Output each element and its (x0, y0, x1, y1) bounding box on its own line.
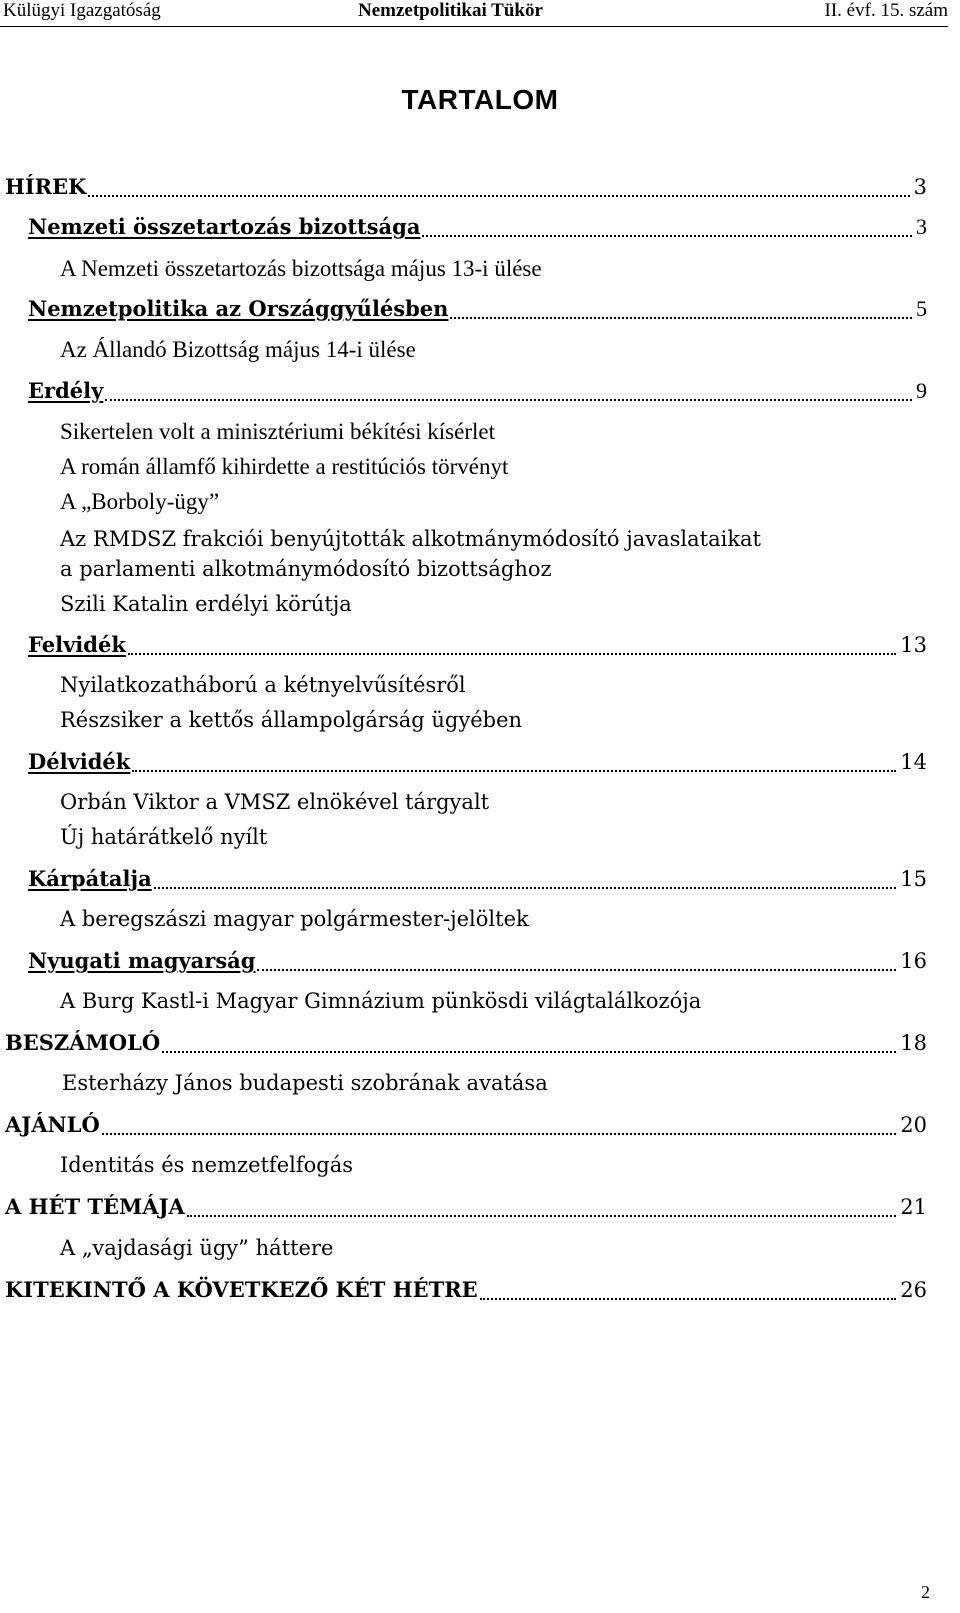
toc-entry-nemzeti-osszetartozas[interactable] (28, 214, 927, 244)
toc-entry-ajanlo[interactable] (5, 1112, 927, 1142)
toc-entry-page: 3 (913, 175, 927, 199)
dot-leader (480, 1298, 897, 1300)
toc-entry-label: KITEKINTŐ A KÖVETKEZŐ KÉT HÉTRE (5, 1277, 478, 1302)
dot-leader (162, 1051, 896, 1053)
toc-entry-label: A HÉT TÉMÁJA (5, 1194, 185, 1219)
dot-leader (88, 195, 909, 197)
dot-leader (154, 887, 897, 889)
toc-entry-delvidek[interactable] (28, 749, 927, 779)
toc-entry-label: Délvidék (28, 749, 131, 774)
toc-subitem: a parlamenti alkotmánymódosító bizottsághoz (60, 557, 552, 581)
toc-entry-page: 20 (900, 1113, 927, 1137)
toc-entry-label: Kárpátalja (28, 866, 152, 891)
toc-subitem: A Nemzeti összetartozás bizottsága május 13-i ülése (60, 256, 542, 281)
toc-entry-label: Nemzetpolitika az Országgyűlésben (28, 296, 449, 321)
dot-leader (128, 653, 896, 655)
toc-entry-page: 3 (916, 214, 927, 239)
header-publisher: Külügyi Igazgatóság (3, 0, 161, 21)
toc-subitem: Részsiker a kettős állampolgárság ügyében (60, 708, 523, 732)
toc-entry-page: 14 (900, 750, 927, 774)
toc-entry-kitekinto[interactable] (5, 1277, 927, 1307)
toc-entry-label: Nyugati magyarság (28, 948, 256, 973)
toc-entry-a-het-temaja[interactable] (5, 1194, 927, 1224)
toc-subitem: A „vajdasági ügy” háttere (60, 1236, 334, 1260)
dot-leader (132, 770, 896, 772)
dot-leader (105, 399, 912, 401)
toc-subitem: Az RMDSZ frakciói benyújtották alkotmánymódosító javaslataikat (60, 527, 761, 551)
toc-entry-hirek[interactable] (5, 174, 927, 204)
toc-entry-page: 15 (900, 867, 927, 891)
page-title: TARTALOM (401, 84, 559, 115)
toc-subitem: A Burg Kastl-i Magyar Gimnázium pünkösdi világtalálkozója (60, 989, 702, 1013)
toc-entry-felvidek[interactable] (28, 632, 927, 662)
toc-entry-page: 5 (916, 296, 927, 321)
toc-entry-page: 21 (900, 1195, 927, 1219)
toc-entry-label: Felvidék (28, 632, 126, 657)
toc-entry-label: Nemzeti összetartozás bizottsága (28, 214, 421, 239)
toc-subitem: Az Állandó Bizottság május 14-i ülése (60, 337, 416, 362)
dot-leader (450, 317, 912, 319)
toc-subitem: Nyilatkozatháború a kétnyelvűsítésről (60, 673, 466, 697)
toc-subitem: Esterházy János budapesti szobrának avatása (62, 1071, 548, 1095)
header-issue: II. évf. 15. szám (824, 0, 948, 21)
toc-subitem: Identitás és nemzetfelfogás (60, 1153, 354, 1177)
toc-entry-page: 18 (900, 1031, 927, 1055)
dot-leader (187, 1215, 896, 1217)
toc-entry-label: BESZÁMOLÓ (5, 1030, 161, 1055)
header-publication-title: Nemzetpolitikai Tükör (358, 0, 543, 21)
running-header (0, 0, 948, 27)
toc-entry-label: AJÁNLÓ (5, 1112, 100, 1137)
toc-entry-erdely[interactable] (28, 378, 927, 408)
toc-entry-page: 16 (900, 949, 927, 973)
toc-subitem: Sikertelen volt a minisztériumi békítési kísérlet (60, 419, 495, 444)
toc-subitem: A román államfő kihirdette a restitúciós törvényt (60, 454, 509, 479)
toc-entry-label: Erdély (28, 378, 104, 403)
dot-leader (422, 235, 912, 237)
toc-entry-orszaggyules[interactable] (28, 296, 927, 326)
toc-entry-nyugati-magyarsag[interactable] (28, 948, 927, 978)
toc-entry-page: 13 (900, 633, 927, 657)
toc-entry-karpatalja[interactable] (28, 866, 927, 896)
toc-entry-page: 9 (916, 378, 927, 403)
toc-subitem: Orbán Viktor a VMSZ elnökével tárgyalt (60, 790, 490, 814)
toc-entry-beszamolo[interactable] (5, 1030, 927, 1060)
toc-entry-page: 26 (900, 1278, 927, 1302)
toc-subitem: A „Borboly-ügy” (60, 489, 220, 514)
dot-leader (102, 1133, 896, 1135)
toc-subitem: A beregszászi magyar polgármester-jelöltek (60, 907, 529, 931)
toc-entry-label: HÍREK (5, 174, 87, 199)
toc-subitem: Szili Katalin erdélyi körútja (60, 592, 352, 616)
toc-subitem: Új határátkelő nyílt (60, 825, 268, 849)
dot-leader (257, 969, 896, 971)
page-number: 2 (921, 1582, 930, 1602)
